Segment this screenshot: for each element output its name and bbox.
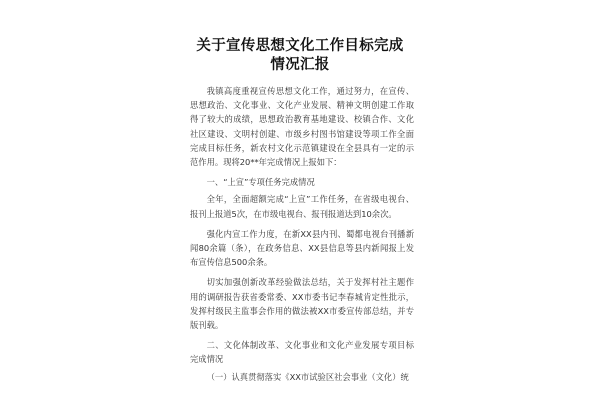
paragraph-section1-c: 切实加强创新改革经验做法总结，关于发挥村社主题作用的调研报告获省委常委、XX市委书记李春城肯定性批示，发挥村级民主监事会作用的做法被XX市委宣传部总结，并专版刊载。 — [190, 277, 414, 331]
document-body — [190, 84, 414, 390]
paragraph-section2-a: （一）认真贯彻落实《XX市试验区社会事业（文化）统 — [206, 371, 409, 382]
paragraph-section1-b: 强化内宣工作力度，在新XX县内刊、蜀都电视台刊播新闻80余篇（条），在政务信息、XX县信息等县内新闻报上发布宣传信息500余条。 — [190, 228, 414, 268]
section-heading-2: 二、文化体制改革、文化事业和文化产业发展专项目标完成情况 — [190, 340, 414, 365]
paragraph-intro: 我镇高度重视宣传思想文化工作，通过努力，在宣传、思想政治、文化事业、文化产业发展、精神文明创建工作取得了较大的成绩，思想政治教育基地建设、校镇合作、文化社区建设、文明村创建、市级乡村图书馆建设等项工作全面完成目标任务，新农村文化示范镇建设在全县具有一定的示范作用。现将20**年完成情况上报如下： — [190, 86, 414, 168]
section-heading-1: 一、“上宣”专项任务完成情况 — [206, 177, 315, 188]
paragraph-section1-a: 全年，全面超额完成“上宣”工作任务，在省级电视台、报刊上报道5次，在市级电视台、报刊报道达到10余次。 — [190, 194, 414, 219]
document-title: 关于宣传思想文化工作目标完成情况汇报 — [196, 37, 404, 73]
